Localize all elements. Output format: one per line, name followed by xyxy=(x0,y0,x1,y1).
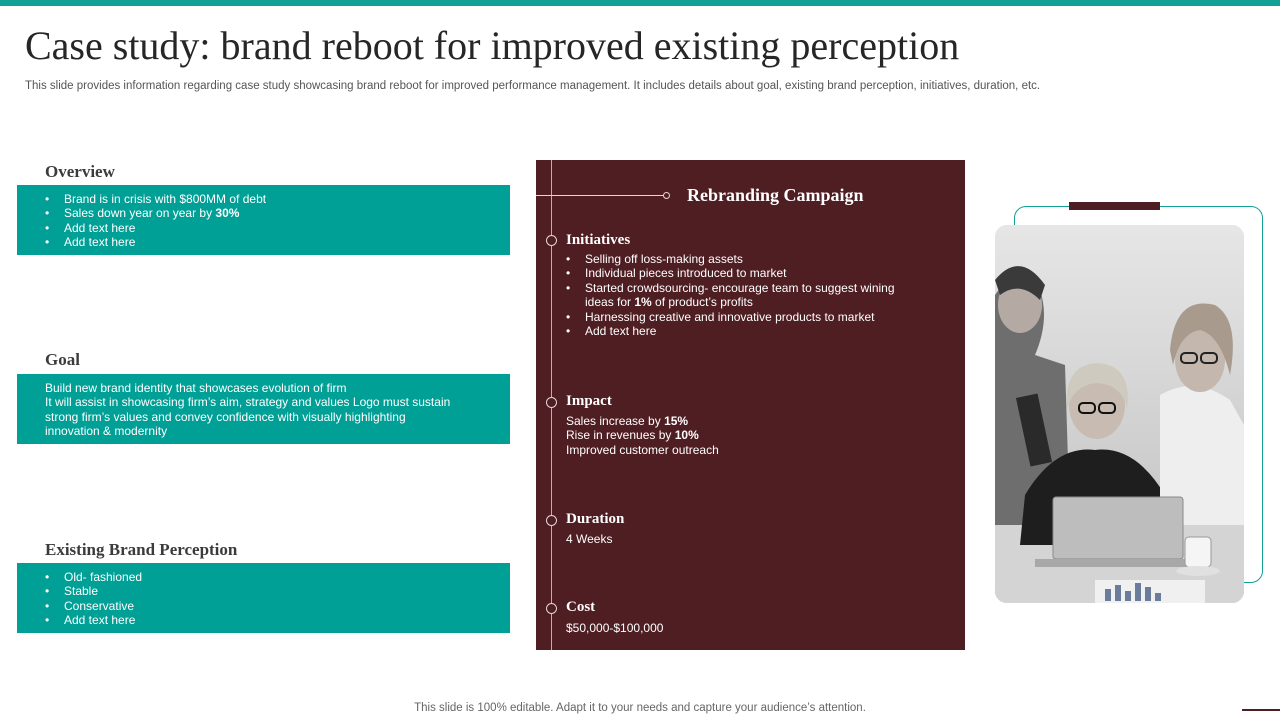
perception-item: • Conservative xyxy=(17,599,510,613)
goal-line: It will assist in showcasing firm’s aim, strategy and values Logo must sustain xyxy=(45,395,451,410)
goal-line: strong firm’s values and convey confidence with visually highlighting xyxy=(45,409,406,424)
impact-node xyxy=(546,397,557,408)
initiatives-heading: Initiatives xyxy=(566,232,631,248)
impact-heading: Impact xyxy=(566,393,612,409)
initiative-item: • Started crowdsourcing- encourage team to suggest wining ideas for 1% of product’s profits xyxy=(566,281,915,310)
impact-lines xyxy=(566,414,719,457)
cost-heading: Cost xyxy=(566,599,596,615)
title-connector-line xyxy=(536,195,664,196)
cost-node xyxy=(546,603,557,614)
duration-heading: Duration xyxy=(566,511,625,527)
initiative-item: • Individual pieces introduced to market xyxy=(566,266,915,280)
photo-accent-bar xyxy=(1069,202,1160,210)
perception-heading: Existing Brand Perception xyxy=(45,540,238,559)
initiatives-node xyxy=(546,235,557,246)
overview-item: • Sales down year on year by 30% xyxy=(17,206,510,220)
impact-line: Improved customer outreach xyxy=(566,442,719,457)
slide-subtitle: This slide provides information regarding case study showcasing brand reboot for improved performance management. It includes details about goal, existing brand perception, initiatives, duration, etc. xyxy=(25,80,1041,92)
overview-item: • Add text here xyxy=(17,221,510,235)
initiative-item: • Add text here xyxy=(566,324,915,338)
goal-line: innovation & modernity xyxy=(45,424,168,439)
overview-list xyxy=(17,192,510,250)
overview-item: • Add text here xyxy=(17,235,510,249)
goal-line: Build new brand identity that showcases evolution of firm xyxy=(45,381,347,395)
goal-box xyxy=(17,374,510,444)
overview-heading: Overview xyxy=(45,162,115,181)
impact-line: Sales increase by 15% xyxy=(566,414,689,428)
overview-box xyxy=(17,185,510,255)
overview-item: • Brand is in crisis with $800MM of debt xyxy=(17,192,510,206)
impact-line: Rise in revenues by 10% xyxy=(566,428,699,443)
campaign-title: Rebranding Campaign xyxy=(687,185,864,205)
perception-item: • Add text here xyxy=(17,613,510,627)
slide-footer: This slide is 100% editable. Adapt it to your needs and capture your audience’s attention. xyxy=(414,702,866,714)
perception-list xyxy=(17,570,510,628)
slide-title: Case study: brand reboot for improved existing perception xyxy=(25,23,960,68)
initiative-item: • Selling off loss-making assets xyxy=(566,252,915,266)
perception-item: • Stable xyxy=(17,584,510,598)
duration-value: 4 Weeks xyxy=(566,532,613,546)
top-accent-bar xyxy=(0,0,1280,6)
goal-heading: Goal xyxy=(45,350,80,369)
perception-box xyxy=(17,563,510,633)
cost-value: $50,000-$100,000 xyxy=(566,621,664,635)
rebranding-campaign-panel xyxy=(536,160,965,650)
corner-accent-line xyxy=(1242,709,1280,711)
duration-node xyxy=(546,515,557,526)
title-connector-dot xyxy=(663,192,670,199)
goal-text xyxy=(17,374,510,439)
perception-item: • Old- fashioned xyxy=(17,570,510,584)
initiatives-list xyxy=(566,252,915,338)
team-photo xyxy=(995,225,1244,603)
initiative-item: • Harnessing creative and innovative products to market xyxy=(566,310,915,324)
